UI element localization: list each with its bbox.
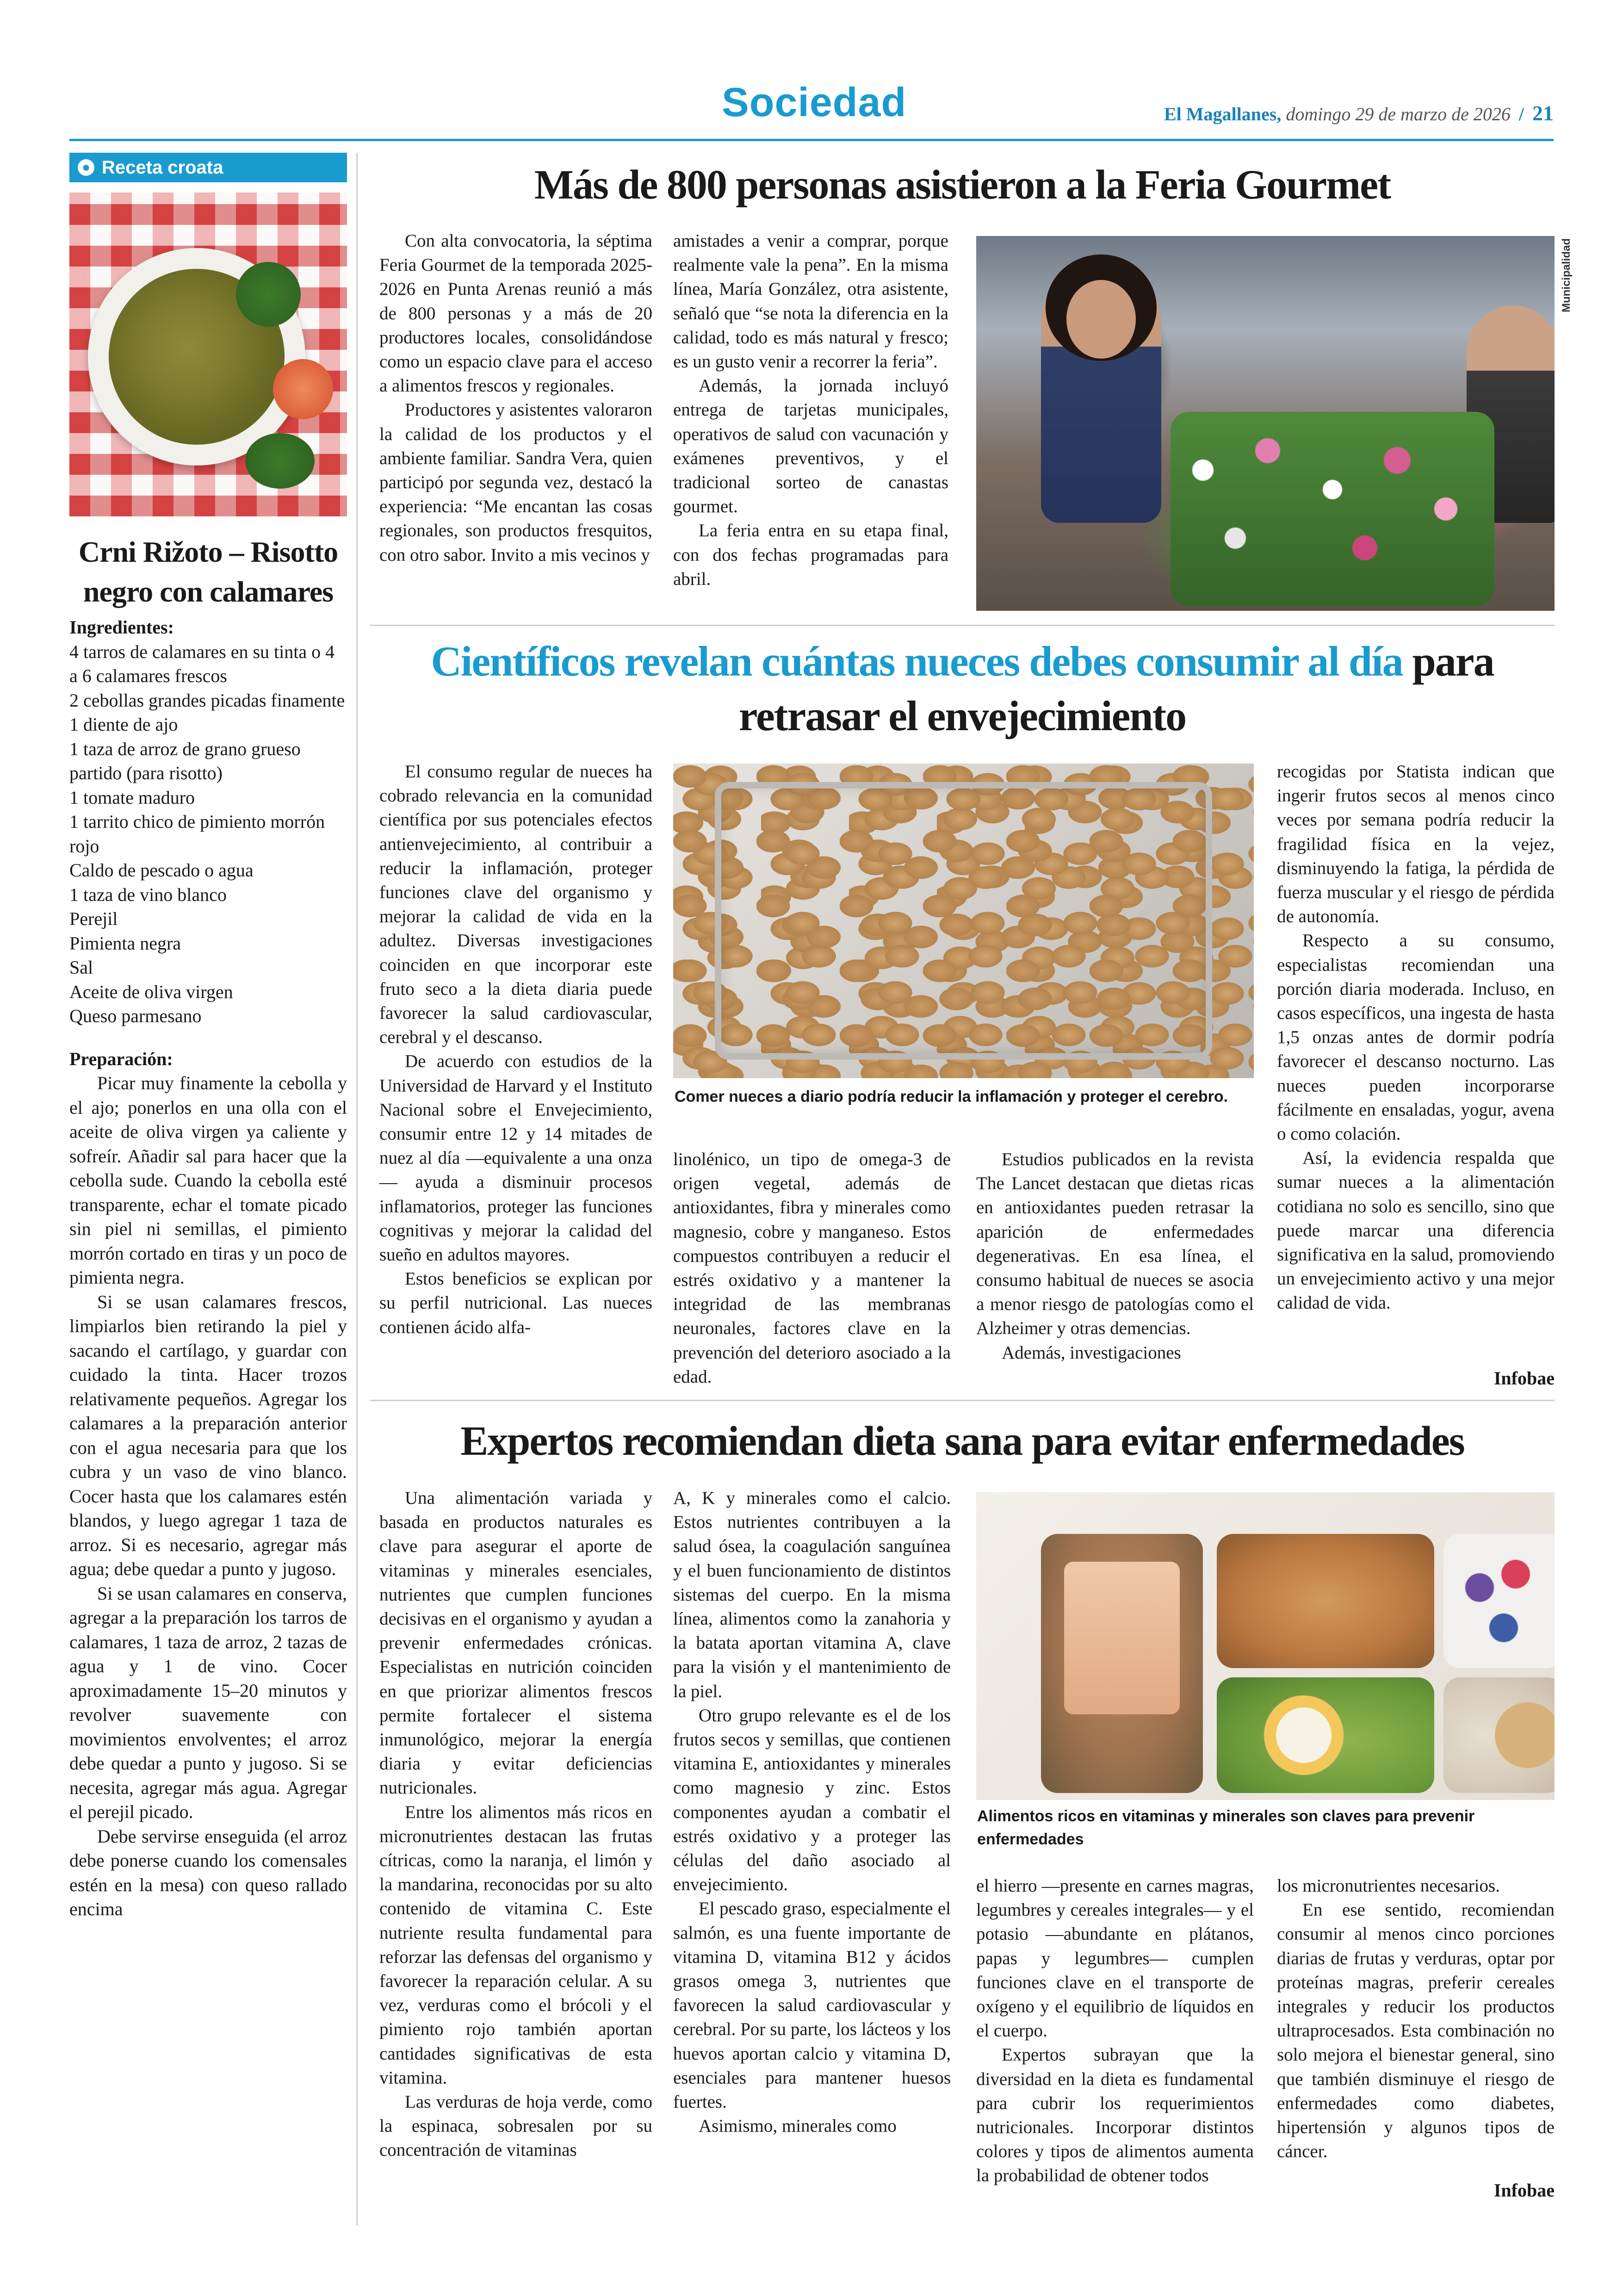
article3-caption: Alimentos ricos en vitaminas y minerales son claves para prevenir enfermedades [977,1807,1475,1848]
article2-paragraph: Respecto a su consumo, especialistas recomiendan una porción diaria moderada. Incluso, en casos específicos, una ingesta de hasta 1,5 onzas antes de dormir podría favorecer el descanso nocturno. Las nueces pueden incorporarse fácilmente en ensaladas, yogur, avena o como colación. [1277,931,1555,1144]
article3-column-3 [976,1874,1254,2188]
ingredient-item: 4 tarros de calamares en su tinta o 4 a 6 calamares frescos [69,641,335,686]
feria-photo [976,236,1555,611]
article2-paragraph: De acuerdo con estudios de la Universidad de Harvard y el Instituto Nacional sobre el Envejecimiento, consumir entre 12 y 14 mitades de nuez al día —equivalente a una onza— ayuda a disminuir procesos inflamatorios, proteger las funciones cognitivas y mejorar la calidad del sueño en adultos mayores. [379,1051,652,1265]
ingredient-item: Pimienta negra [69,932,181,954]
article3-headline: Expertos recomiendan dieta sana para evitar enfermedades [460,1418,1464,1464]
article-separator [370,1400,1555,1401]
ingredient-item: Aceite de oliva virgen [69,981,233,1002]
article-separator [370,625,1555,626]
article2-column-2 [673,1148,951,1389]
ingredient-item: 1 taza de vino blanco [69,884,227,905]
avocado-egg-compartment [1217,1677,1434,1793]
article3-paragraph: los micronutrientes necesarios. [1277,1876,1500,1896]
article3-paragraph: Entre los alimentos más ricos en micronutrientes destacan las frutas cítricas, como la naranja, el limón y la mandarina, reconocidas por su alto contenido de vitamina C. Este nutriente resulta fundamental para reforzar las defensas del organismo y favorecer la reparación celular. A su vez, verduras como el brócoli y el pimiento rojo también aportan cantidades significativas de esta vitamina. [379,1802,652,2088]
article1-paragraph: amistades a venir a comprar, porque realmente vale la pena”. En la misma línea, María González, otra asistente, señaló que “se nota la diferencia en la calidad, todo es más natural y fresco; es un gusto venir a recorrer la feria”. [673,231,948,372]
header-rule [69,139,1554,141]
article2-credit: Infobae [1493,1368,1555,1389]
ingredient-item: 1 diente de ajo [69,714,178,735]
article1-column-1 [379,229,652,567]
article2-paragraph: Estudios publicados en la revista The Lancet destacan que dietas ricas en antioxidantes pueden retrasar la aparición de enfermedades degenerativas. En esa línea, el consumo habitual de nueces se asocia a menor riesgo de patologías como el Alzheimer y otras demencias. [976,1149,1254,1339]
article3-paragraph: Expertos subrayan que la diversidad en la dieta es fundamental para cubrir los requerimientos nutricionales. Incorporar distintos colores y tipos de alimentos aumenta la probabilidad de obtener todos [976,2045,1254,2186]
preparation-paragraph: Debe servirse enseguida (el arroz debe ponerse cuando los comensales estén en la mesa) con queso rallado encima [69,1825,347,1919]
preparation-heading: Preparación: [69,1048,173,1069]
article1-paragraph: Con alta convocatoria, la séptima Feria Gourmet de la temporada 2025-2026 en Punta Arenas reunió a más de 800 personas y a más de 20 productores locales, consolidándose como un espacio clave para el acceso a alimentos frescos y regionales. [379,231,652,396]
article3-column-1 [379,1486,652,2163]
preparation-paragraph: Picar muy finamente la cebolla y el ajo; ponerlos en una olla con el aceite de oliva virgen ya caliente y sofreír. Añadir sal para hacer que la cebolla sude. Cuando la cebolla esté transparente, echar el tomate picado sin piel ni semillas, el pimiento morrón cortado en tiras y un poco de pimienta negra. [69,1073,347,1288]
ingredient-item: Queso parmesano [69,1005,202,1026]
preparation-paragraph: Si se usan calamares en conserva, agregar a la preparación los tarros de calamares, 1 taza de arroz, 2 tazas de agua y 1 de vino. Cocer aproximadamente 15–20 minutos y revolver suavemente con movimientos envolventes; el arroz debe quedar a punto y jugoso. Si se necesita, agregar más agua. Agregar el perejil picado. [69,1582,347,1822]
issue-date: domingo 29 de marzo de 2026 [1286,104,1511,124]
article3-paragraph: Otro grupo relevante es el de los frutos secos y semillas, que contienen vitamina E, antioxidantes y minerales como magnesio y zinc. Estos componentes ayudan a combatir el estrés oxidativo y a proteger las células del daño asociado al envejecimiento. [673,1705,951,1895]
recipe-body [69,615,347,1922]
salmon-shape [1064,1562,1180,1714]
ingredient-item: 1 tomate maduro [69,787,195,808]
article3-paragraph: En ese sentido, recomiendan consumir al menos cinco porciones diarias de frutas y verduras, optar por proteínas magras, preferir cereales integrales y reducir los productos ultraprocesados. Esta combinación no solo mejora el bienestar general, sino que también disminuye el riesgo de enfermedades como diabetes, hipertensión y algunos tipos de cáncer. [1277,1900,1555,2162]
photo-credit: Municipalidad [1560,238,1573,313]
crackers-compartment [1443,1677,1555,1793]
article3-paragraph: Una alimentación variada y basada en productos naturales es clave para asegurar el aporte de vitaminas y minerales esenciales, nutrientes que cumplen funciones decisivas en el organismo y ayudan a prevenir enfermedades crónicas. Especialistas en nutrición coinciden en que priorizar alimentos frescos permite fortalecer el sistema inmunológico, mejorar la energía diaria y evitar deficiencias nutricionales. [379,1488,652,1798]
article3-paragraph: A, K y minerales como el calcio. Estos nutrientes contribuyen a la salud ósea, la coagulación sanguínea y el buen funcionamiento de distintos sistemas del cuerpo. En la misma línea, alimentos como la zanahoria y la batata aportan vitamina A, clave para la visión y el mantenimiento de la piel. [673,1488,951,1701]
article2-paragraph: recogidas por Statista indican que ingerir frutos secos al menos cinco veces por semana podría reducir la fragilidad física en la vejez, disminuyendo la fatiga, la pérdida de fuerza muscular y el riesgo de pérdida de autonomía. [1277,762,1555,927]
article3-paragraph: Las verduras de hoja verde, como la espinaca, sobresalen por su concentración de vitaminas [379,2092,652,2160]
ingredient-item: 2 cebollas grandes picadas finamente [69,689,345,711]
chicken-compartment [1217,1534,1434,1668]
article3-paragraph: el hierro —presente en carnes magras, legumbres y cereales integrales— y el potasio —abundante en plátanos, papas y legumbres— cumplen funciones clave en el transporte de oxígeno y el equilibrio de líquidos en el cuerpo. [976,1876,1254,2041]
ingredient-item: 1 taza de arroz de grano grueso partido (para risotto) [69,738,301,783]
article1-paragraph: Además, la jornada incluyó entrega de tarjetas municipales, operativos de salud con vacunación y exámenes preventivos, y el tradicional sorteo de canastas gourmet. [673,376,948,517]
article2-caption: Comer nueces a diario podría reducir la inflamación y proteger el cerebro. [675,1088,1228,1105]
article2-paragraph: Estos beneficios se explican por su perfil nutricional. Las nueces contienen ácido alfa- [379,1269,652,1337]
recipe-sidebar [69,153,347,2226]
vendor-face [1066,280,1136,359]
article1-paragraph: La feria entra en su etapa final, con dos fechas programadas para abril. [673,521,948,589]
ingredients-list [69,640,347,1029]
ingredient-item: 1 tarrito chico de pimiento morrón rojo [69,811,325,856]
preparation-paragraph: Si se usan calamares frescos, limpiarlos bien retirando la piel y sacando el cartílago, y guardar con cuidado la tinta. Hacer trozos relativamente pequeños. Agregar los calamares a la preparación anterior con el agua necesaria para que los cubra y un vaso de vino blanco. Cocer hasta que los calamares estén blandos, y luego agregar 1 taza de arroz. Si es necesario, agregar más agua; debe quedar a punto y jugoso. [69,1291,347,1579]
newspaper-name: El Magallanes, [1164,104,1282,124]
ingredient-item: Caldo de pescado o agua [69,860,254,881]
recipe-title: Crni Rižoto – Risotto negro con calamares [78,535,338,608]
ingredient-item: Sal [69,957,93,978]
article2-column-3 [976,1148,1254,1365]
parsley-shape [245,433,315,489]
article3-credit: Infobae [1493,2180,1555,2201]
ingredient-item: Perejil [69,908,118,929]
header-separator: / [1518,104,1524,124]
article2-paragraph: Además, investigaciones [1002,1342,1181,1363]
article1-paragraph: Productores y asistentes valoraron la calidad de los productos y el ambiente familiar. Sandra Vera, quien participó por segunda vez, destacó la experiencia: “Me encantan las cosas regionales, son productos fresquitos, con otro sabor. Invito a mis vecinos y [379,400,652,565]
article3-column-2 [673,1486,951,2138]
parsley-shape [236,262,301,327]
column-divider [356,153,358,2226]
article2-headline [370,634,1555,743]
article2-paragraph: Así, la evidencia respalda que sumar nueces a la alimentación cotidiana no solo es sencillo, sino que puede marcar una diferencia significativa en la salud, promoviendo un envejecimiento activo y una mejor calidad de vida. [1277,1148,1555,1313]
berries-compartment [1443,1534,1555,1668]
article1-column-2 [673,229,948,591]
ingredients-heading: Ingredientes: [69,617,174,638]
article2-paragraph: El consumo regular de nueces ha cobrado relevancia en la comunidad científica por sus potenciales efectos antienvejecimiento, al contribuir a reducir la inflamación, proteger funciones clave del organismo y mejorar la calidad de vida en la adultez. Diversas investigaciones coinciden en que incorporar este fruto seco a la dieta diaria puede favorecer la salud cardiovascular, cerebral y el descanso. [379,762,652,1048]
walnuts-photo [673,763,1254,1078]
diet-photo [976,1492,1555,1800]
recipe-label [69,153,347,182]
article1-headline: Más de 800 personas asistieron a la Feria Gourmet [534,162,1391,208]
article3-column-4 [1277,1874,1555,2164]
page-number: 21 [1532,101,1554,125]
article2-column-1 [379,760,652,1340]
baking-tray [715,782,1212,1060]
section-title: Sociedad [722,79,907,125]
article2-headline-highlight: Científicos revelan cuántas nueces debes consumir al día [431,638,1403,685]
article2-paragraph: linolénico, un tipo de omega-3 de origen vegetal, además de antioxidantes, fibra y minerales como magnesio, cobre y manganeso. Estos compuestos contribuyen a reducir el estrés oxidativo y a mantener la integridad de las membranas neuronales, factores clave en la prevención del deterioro asociado a la edad. [673,1149,951,1387]
article3-paragraph: El pescado graso, especialmente el salmón, es una fuente importante de vitamina D, vitamina B12 y ácidos grasos omega 3, nutrientes que favorecen la salud cardiovascular y cerebral. Por su parte, los lácteos y los huevos aportan calcio y vitamina D, esenciales para mantener huesos fuertes. [673,1899,951,2112]
tomato-shape [273,359,333,419]
recipe-label-text: Receta croata [102,157,223,178]
recipe-photo [69,192,347,516]
article3-paragraph: Asimismo, minerales como [699,2116,897,2136]
bullet-icon: ● [78,159,94,176]
article2-column-4 [1277,760,1555,1316]
flowers-display [1171,412,1494,606]
page-header-info [1164,101,1554,125]
article2-headline-rest: para retrasar el envejecimiento [738,638,1494,739]
